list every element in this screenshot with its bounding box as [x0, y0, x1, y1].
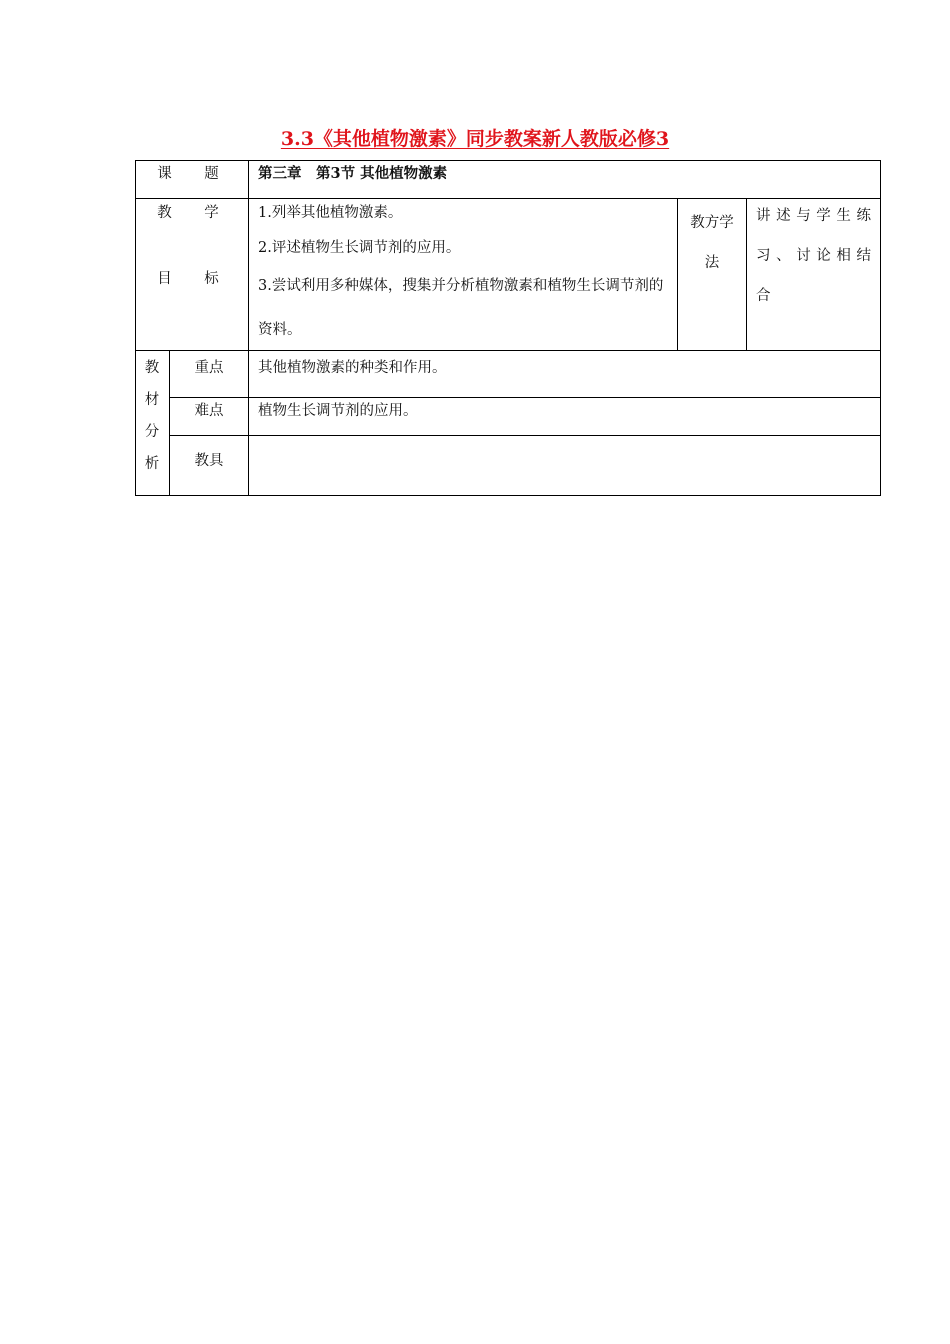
table-border-right — [880, 160, 881, 496]
analysis-label — [142, 352, 162, 480]
column-divider — [677, 198, 678, 351]
analysis-label-char: 析 — [144, 456, 160, 472]
table-border-left — [135, 160, 136, 496]
table-border-top — [135, 160, 881, 161]
key-point-label: 重点 — [194, 360, 224, 376]
objective-item: 2.评述植物生长调节剂的应用。 — [258, 240, 461, 256]
tools-label: 教具 — [194, 453, 224, 469]
row-divider — [169, 397, 881, 398]
topic-label: 课 题 — [157, 166, 233, 182]
method-label: 教方学法 — [690, 215, 734, 271]
row-divider — [169, 435, 881, 436]
document-title: 3.3《其他植物激素》同步教案新人教版必修3 — [280, 128, 670, 150]
difficulty-value: 植物生长调节剂的应用。 — [258, 403, 418, 419]
key-point-value: 其他植物激素的种类和作用。 — [258, 360, 447, 376]
topic-value: 第三章 第3节 其他植物激素 — [258, 165, 448, 182]
objectives-label-line1: 教 学 — [157, 205, 233, 221]
analysis-label-char: 材 — [144, 392, 160, 408]
objective-item: 1.列举其他植物激素。 — [258, 205, 403, 221]
difficulty-label: 难点 — [194, 403, 224, 419]
method-value: 讲述与学生练习、讨论相结合 — [756, 208, 874, 304]
table-border-bottom — [135, 495, 881, 496]
analysis-label-char: 教 — [144, 360, 160, 376]
column-divider — [248, 160, 249, 496]
objectives-label-line2: 目 标 — [157, 271, 233, 287]
column-divider — [746, 198, 747, 351]
analysis-label-char: 分 — [144, 424, 160, 440]
objective-item: 3.尝试利用多种媒体，搜集并分析植物激素和植物生长调节剂的资料。 — [258, 278, 664, 338]
